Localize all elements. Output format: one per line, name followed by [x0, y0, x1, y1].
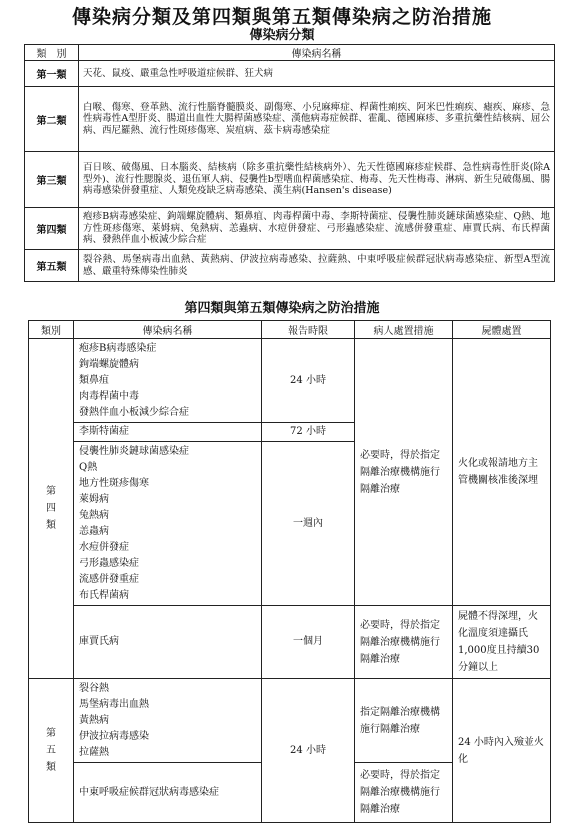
body-handling-cell: 火化或報請地方主管機關核准後深埋 — [453, 339, 551, 606]
category-label: 第四類 — [46, 486, 56, 531]
disease-name: 裂谷熱 — [79, 682, 109, 694]
report-deadline-cell: 24 小時 — [262, 339, 355, 423]
column-header-report-deadline: 報告時限 — [262, 321, 355, 339]
disease-list-cell — [74, 679, 262, 763]
table-header-row — [29, 321, 551, 339]
disease-name: 伊波拉病毒感染 — [79, 730, 149, 742]
disease-name: 水痘併發症 — [79, 541, 129, 553]
table-header-row — [25, 45, 555, 61]
patient-measures-cell: 指定隔離治療機構施行隔離治療 — [355, 679, 453, 763]
table-row — [29, 606, 551, 679]
disease-list-cell: 裂谷熱、馬堡病毒出血熱、黃熱病、伊波拉病毒感染、拉薩熱、中東呼吸症候群冠狀病毒感染症、新型A型流感、嚴重特殊傳染性肺炎 — [79, 250, 555, 282]
disease-list-cell: 天花、鼠疫、嚴重急性呼吸道症候群、狂犬病 — [79, 61, 555, 87]
disease-name: 疱疹B病毒感染症 — [79, 342, 157, 354]
table-row — [25, 87, 555, 152]
disease-name: 肉毒桿菌中毒 — [79, 390, 139, 402]
column-header-disease-names: 傳染病名稱 — [74, 321, 262, 339]
category-cell — [29, 679, 74, 823]
table-row — [29, 679, 551, 763]
category-label: 第五類 — [46, 728, 56, 773]
disease-name: 萊姆病 — [79, 493, 109, 505]
disease-list-cell: 白喉、傷寒、登革熱、流行性腦脊髓膜炎、副傷寒、小兒麻痺症、桿菌性痢疾、阿米巴性痢疾、瘧疾、麻疹、急性病毒性A型肝炎、腸道出血性大腸桿菌感染症、漢他病毒症候群、霍亂、德國麻疹、多重抗藥性結核病、屈公病、西尼羅熱、流行性斑疹傷寒、炭疽病、茲卡病毒感染症 — [79, 87, 555, 152]
document-title: 傳染病分類及第四類與第五類傳染病之防治措施 — [71, 6, 492, 28]
disease-name: 黃熱病 — [79, 714, 109, 726]
measures-table — [28, 320, 551, 823]
table-row — [25, 208, 555, 250]
table-row — [25, 61, 555, 87]
category-cell: 第一類 — [25, 61, 79, 87]
category-cell — [29, 339, 74, 679]
disease-name: 發熱伴血小板減少綜合症 — [79, 406, 189, 418]
body-handling-cell: 屍體不得深埋，火化溫度須達攝氏1,000度且持續30分鐘以上 — [453, 606, 551, 679]
column-header-body-handling: 屍體處置 — [453, 321, 551, 339]
category-cell: 第三類 — [25, 152, 79, 208]
report-deadline-cell: 一週內 — [262, 442, 355, 606]
table-row — [25, 152, 555, 208]
disease-list-cell — [74, 606, 262, 679]
disease-list-cell: 百日咳、破傷風、日本腦炎、結核病（除多重抗藥性結核病外）、先天性德國麻疹症候群、急性病毒性肝炎(除A型外)、流行性腮腺炎、退伍軍人病、侵襲性b型嗜血桿菌感染症、梅毒、先天性梅毒、淋病、新生兒破傷風、腸病毒感染併發重症、人類免疫缺乏病毒感染、漢生病(Hansen's disease) — [79, 152, 555, 208]
body-handling-cell: 24 小時內入殮並火化 — [453, 679, 551, 823]
disease-name: 兔熱病 — [79, 509, 109, 521]
patient-measures-cell: 必要時，得於指定隔離治療機構施行隔離治療 — [355, 606, 453, 679]
patient-measures-cell: 必要時，得於指定隔離治療機構施行隔離治療 — [355, 339, 453, 606]
disease-list-cell — [74, 763, 262, 823]
disease-list-cell — [74, 339, 262, 423]
table-row — [29, 339, 551, 423]
disease-name: 弓形蟲感染症 — [79, 557, 139, 569]
report-deadline-cell: 72 小時 — [262, 423, 355, 442]
column-header-patient-measures: 病人處置措施 — [355, 321, 453, 339]
column-header-disease-names: 傳染病名稱 — [79, 45, 555, 61]
report-deadline-cell: 一個月 — [262, 606, 355, 679]
disease-list-cell — [74, 442, 262, 606]
disease-name: 侵襲性肺炎鏈球菌感染症 — [79, 445, 189, 457]
disease-list-cell — [74, 423, 262, 442]
disease-name: 中東呼吸症候群冠狀病毒感染症 — [79, 786, 219, 798]
disease-name: 布氏桿菌病 — [79, 589, 129, 601]
disease-name: 拉薩熱 — [79, 746, 109, 758]
category-cell: 第二類 — [25, 87, 79, 152]
disease-name: Q熱 — [79, 461, 98, 473]
column-header-category: 類 別 — [25, 45, 79, 61]
disease-name: 庫賈氏病 — [79, 636, 119, 647]
disease-name: 流感併發重症 — [79, 573, 139, 585]
disease-name: 馬堡病毒出血熱 — [79, 698, 149, 710]
disease-name: 鉤端螺旋體病 — [79, 358, 139, 370]
measures-table-caption: 第四類與第五類傳染病之防治措施 — [184, 301, 380, 316]
disease-name: 地方性斑疹傷寒 — [79, 477, 149, 489]
patient-measures-cell: 必要時，得於指定隔離治療機構施行隔離治療 — [355, 763, 453, 823]
category-cell: 第五類 — [25, 250, 79, 282]
table-row — [25, 250, 555, 282]
column-header-category: 類別 — [29, 321, 74, 339]
category-cell: 第四類 — [25, 208, 79, 250]
classification-table — [24, 44, 555, 282]
disease-name: 類鼻疽 — [79, 374, 109, 386]
disease-name: 恙蟲病 — [79, 525, 109, 537]
disease-name: 李斯特菌症 — [79, 426, 129, 437]
disease-list-cell: 疱疹B病毒感染症、鉤端螺旋體病、類鼻疽、肉毒桿菌中毒、李斯特菌症、侵襲性肺炎鏈球菌感染症、Q熱、地方性斑疹傷寒、萊姆病、兔熱病、恙蟲病、水痘併發症、弓形蟲感染症、流感併發重症、庫賈氏病、布氏桿菌病、發熱伴血小板減少綜合症 — [79, 208, 555, 250]
classification-table-caption: 傳染病分類 — [249, 28, 315, 43]
report-deadline-cell: 24 小時 — [262, 679, 355, 823]
